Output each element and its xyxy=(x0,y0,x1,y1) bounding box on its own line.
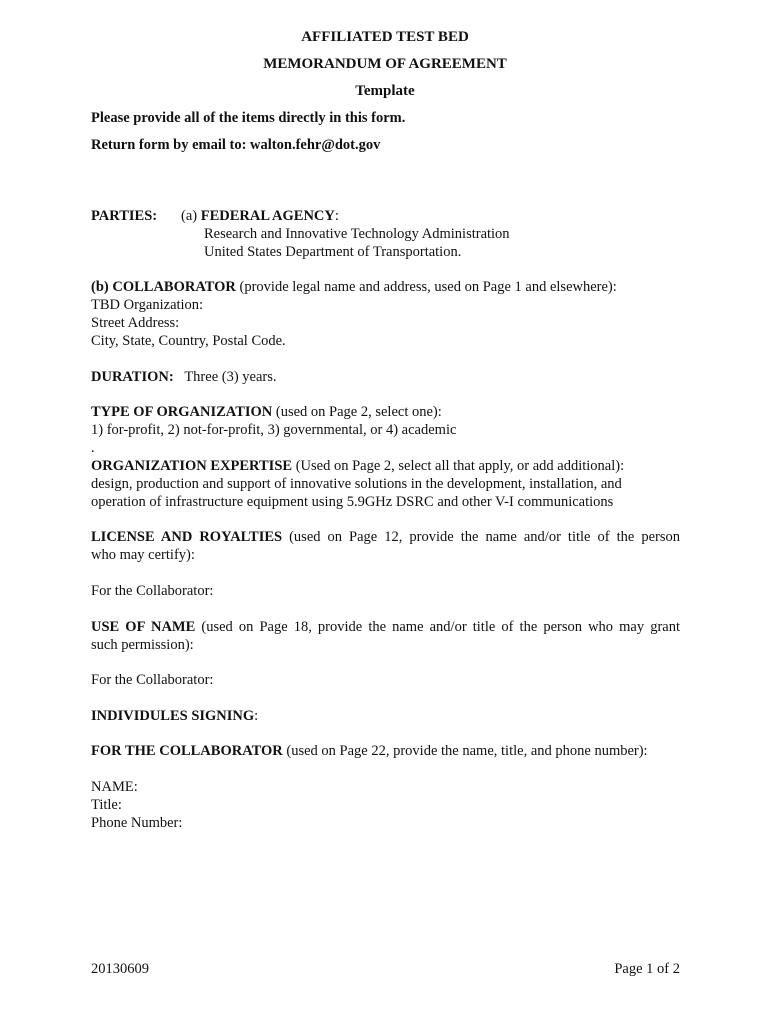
use-of-name-heading: USE OF NAME xyxy=(91,619,196,635)
duration-label: DURATION: xyxy=(91,369,174,385)
phone-field-label: Phone Number: xyxy=(91,815,183,831)
use-of-name-heading-line xyxy=(91,618,680,636)
collaborator-heading-line xyxy=(91,278,617,296)
agency-name-line: Research and Innovative Technology Administration xyxy=(204,226,510,242)
stray-dot: . xyxy=(91,440,95,456)
footer-page-number: Page 1 of 2 xyxy=(614,961,680,977)
collaborator-city-field: City, State, Country, Postal Code. xyxy=(91,333,286,349)
agency-department-line: United States Department of Transportation. xyxy=(204,244,462,260)
org-type-heading: TYPE OF ORGANIZATION xyxy=(91,404,273,420)
collaborator-heading: (b) COLLABORATOR xyxy=(91,279,236,295)
expertise-heading: ORGANIZATION EXPERTISE xyxy=(91,458,293,474)
template-label: Template xyxy=(355,83,415,99)
duration-line xyxy=(91,368,277,386)
license-heading: LICENSE AND ROYALTIES xyxy=(91,529,283,545)
org-type-note: (used on Page 2, select one): xyxy=(272,404,442,420)
for-collaborator-note: (used on Page 22, provide the name, title, and phone number): xyxy=(282,743,648,759)
expertise-line-2: operation of infrastructure equipment using 5.9GHz DSRC and other V-I communications xyxy=(91,494,614,510)
instruction-line: Please provide all of the items directly in this form. xyxy=(91,110,406,126)
expertise-line-1: design, production and support of innovative solutions in the development, installation, and xyxy=(91,476,622,492)
use-of-name-note: (used on Page 18, provide the name and/or title of the person who may grant xyxy=(195,619,680,635)
expertise-heading-line xyxy=(91,457,624,475)
document-subtitle: MEMORANDUM OF AGREEMENT xyxy=(263,56,507,72)
collaborator-note: (provide legal name and address, used on Page 1 and elsewhere): xyxy=(235,279,617,295)
expertise-note: (Used on Page 2, select all that apply, or add additional): xyxy=(292,458,625,474)
federal-agency-heading: FEDERAL AGENCY xyxy=(200,208,335,224)
license-line-2: who may certify): xyxy=(91,547,195,563)
document-title: AFFILIATED TEST BED xyxy=(301,29,469,45)
org-type-heading-line xyxy=(91,403,442,421)
collaborator-street-field: Street Address: xyxy=(91,315,180,331)
license-heading-line xyxy=(91,528,680,546)
footer-date-code: 20130609 xyxy=(91,961,149,977)
return-email-line: Return form by email to: walton.fehr@dot.gov xyxy=(91,137,381,153)
title-field-label: Title: xyxy=(91,797,122,813)
org-type-options: 1) for-profit, 2) not-for-profit, 3) governmental, or 4) academic xyxy=(91,422,457,438)
use-of-name-for-collaborator: For the Collaborator: xyxy=(91,672,214,688)
license-for-collaborator: For the Collaborator: xyxy=(91,583,214,599)
signing-colon: : xyxy=(254,708,259,724)
for-collaborator-heading: FOR THE COLLABORATOR xyxy=(91,743,283,759)
for-collaborator-heading-line xyxy=(91,742,648,760)
duration-value: Three (3) years. xyxy=(173,369,277,385)
parties-label: PARTIES: xyxy=(91,208,158,224)
agency-colon: : xyxy=(334,208,339,224)
license-note: (used on Page 12, provide the name and/or title of the person xyxy=(282,529,681,545)
collaborator-organization-field: TBD Organization: xyxy=(91,297,204,313)
signing-heading-line xyxy=(91,707,258,725)
name-field-label: NAME: xyxy=(91,779,138,795)
federal-agency-line xyxy=(181,207,339,225)
use-of-name-line-2: such permission): xyxy=(91,637,194,653)
agency-prefix: (a) xyxy=(181,208,201,224)
signing-heading: INDIVIDULES SIGNING xyxy=(91,708,255,724)
